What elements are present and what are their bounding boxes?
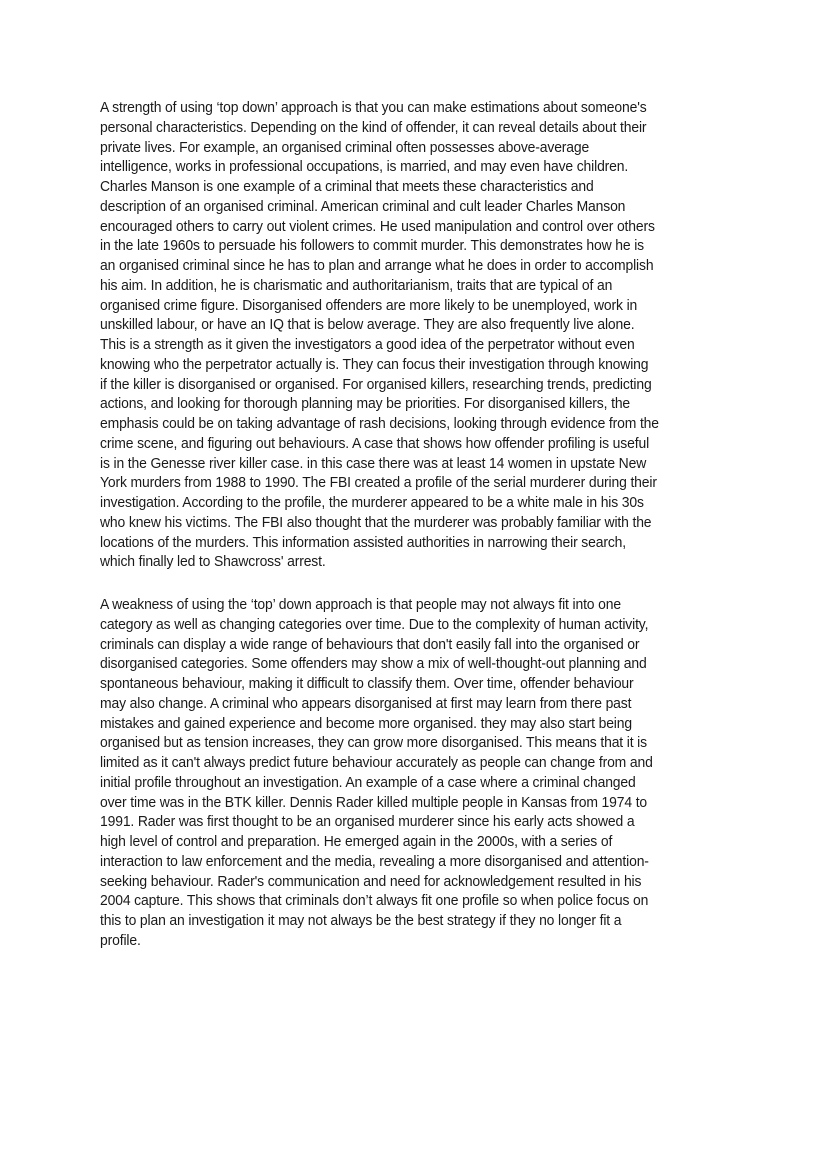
text-line: This is a strength as it given the investigators a good idea of the perpetrator without even [100, 337, 635, 353]
text-line: high level of control and preparation. He emerged again in the 2000s, with a series of [100, 834, 613, 850]
text-line: an organised criminal since he has to plan and arrange what he does in order to accomplish [100, 258, 654, 274]
text-line: this to plan an investigation it may not always be the best strategy if they no longer fit a [100, 913, 622, 929]
text-line: locations of the murders. This information assisted authorities in narrowing their search, [100, 534, 627, 551]
paragraph-strength [100, 99, 780, 573]
text-line: which finally led to Shawcross' arrest. [100, 554, 326, 571]
text-line: disorganised categories. Some offenders may show a mix of well-thought-out planning and [100, 656, 647, 673]
text-line: interaction to law enforcement and the media, revealing a more disorganised and attention- [100, 853, 649, 870]
text-line: personal characteristics. Depending on the kind of offender, it can reveal details about their [100, 119, 647, 136]
text-line: over time was in the BTK killer. Dennis Rader killed multiple people in Kansas from 1974 to [100, 794, 648, 811]
text-line: description of an organised criminal. American criminal and cult leader Charles Manson [100, 198, 626, 215]
text-line: his aim. In addition, he is charismatic and authoritarianism, traits that are typical of an [100, 277, 613, 294]
text-line: Charles Manson is one example of a criminal that meets these characteristics and [100, 179, 594, 195]
text-line: unskilled labour, or have an IQ that is below average. They are also frequently live alone. [100, 317, 635, 334]
text-line: 2004 capture. This shows that criminals don’t always fit one profile so when police focus on [100, 893, 649, 910]
text-line: limited as it can't always predict future behaviour accurately as people can change from and [100, 755, 653, 771]
text-line: profile. [100, 932, 141, 949]
text-line: York murders from 1988 to 1990. The FBI created a profile of the serial murderer during their [100, 475, 657, 492]
text-line: spontaneous behaviour, making it difficult to classify them. Over time, offender behaviour [100, 676, 634, 692]
text-line: may also change. A criminal who appears disorganised at first may learn from there past [100, 695, 632, 712]
text-line: criminals can display a wide range of behaviours that don't easily fall into the organised or [100, 636, 640, 653]
text-line: A weakness of using the ‘top’ down approach is that people may not always fit into one [100, 597, 621, 613]
text-line: intelligence, works in professional occupations, is married, and may even have children. [100, 159, 629, 176]
text-line: actions, and looking for thorough planning may be priorities. For disorganised killers, the [100, 396, 631, 413]
text-line: encouraged others to carry out violent crimes. He used manipulation and control over others [100, 218, 655, 235]
text-line: mistakes and gained experience and become more organised. they may also start being [100, 715, 632, 732]
text-line: organised crime figure. Disorganised offenders are more likely to be unemployed, work in [100, 297, 638, 314]
paragraph-weakness [100, 596, 780, 952]
text-line: organised but as tension increases, they can grow more disorganised. This means that it is [100, 735, 647, 752]
text-line: seeking behaviour. Rader's communication and need for acknowledgement resulted in his [100, 873, 642, 890]
text-line: investigation. According to the profile, the murderer appeared to be a white male in his 30s [100, 495, 644, 511]
text-line: crime scene, and figuring out behaviours. A case that shows how offender profiling is useful [100, 435, 650, 452]
text-line: initial profile throughout an investigation. An example of a case where a criminal changed [100, 774, 636, 791]
text-line: A strength of using ‘top down’ approach is that you can make estimations about someone's [100, 100, 647, 116]
text-line: private lives. For example, an organised criminal often possesses above-average [100, 139, 590, 156]
text-line: knowing who the perpetrator actually is. They can focus their investigation through knowing [100, 356, 649, 373]
text-line: if the killer is disorganised or organised. For organised killers, researching trends, predicting [100, 376, 652, 393]
text-line: category as well as changing categories over time. Due to the complexity of human activity, [100, 616, 649, 633]
text-line: 1991. Rader was first thought to be an organised murderer since his early acts showed a [100, 814, 635, 831]
text-line: emphasis could be on taking advantage of rash decisions, looking through evidence from the [100, 416, 659, 432]
text-line: is in the Genesse river killer case. in this case there was at least 14 women in upstate New [100, 455, 647, 472]
text-line: in the late 1960s to persuade his followers to commit murder. This demonstrates how he is [100, 238, 644, 255]
text-line: who knew his victims. The FBI also thought that the murderer was probably familiar with the [100, 514, 652, 531]
